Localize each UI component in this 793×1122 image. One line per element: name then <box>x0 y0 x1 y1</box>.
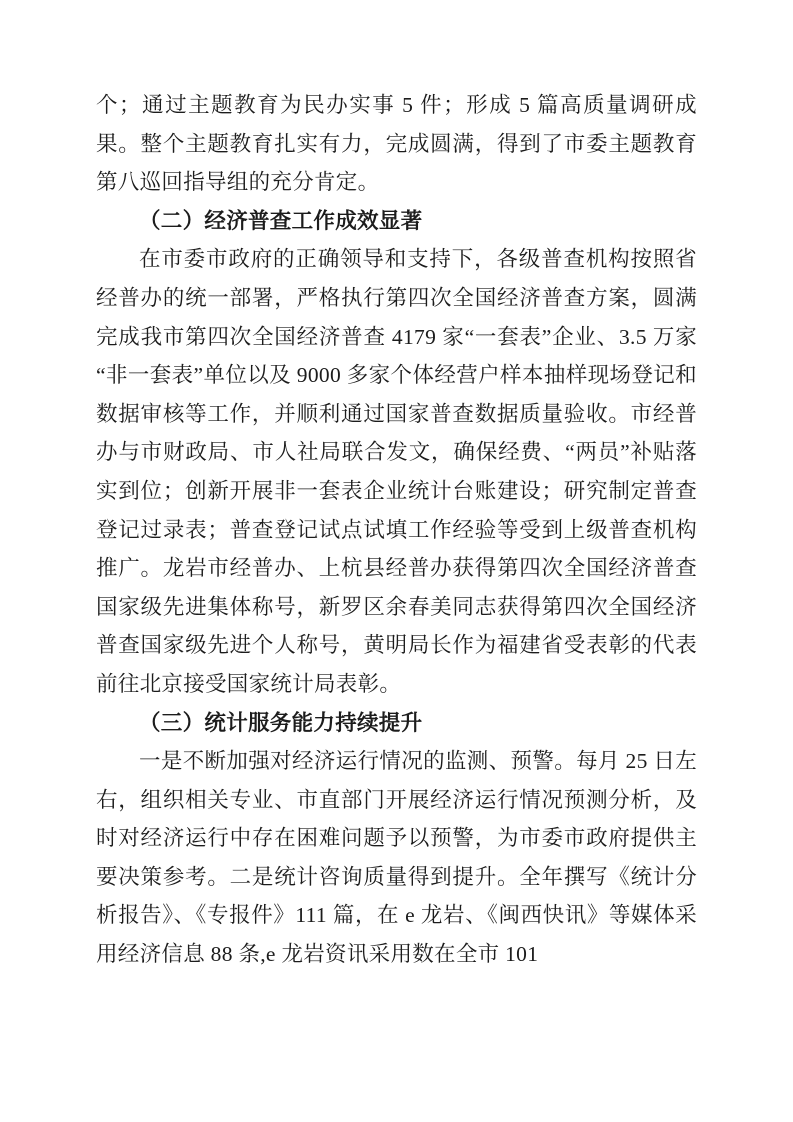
body-paragraph-economic-census: 在市委市政府的正确领导和支持下，各级普查机构按照省经普办的统一部署，严格执行第四次全国经济普查方案，圆满完成我市第四次全国经济普查 4179 家“一套表”企业、3.5 万家“非一套表”单位以及 9000 多家个体经营户样本抽样现场登记和数据审核等工作，并顺利通过国家普查数据质量验收。市经普办与市财政局、市人社局联合发文，确保经费、“两员”补贴落实到位；创新开展非一套表企业统计台账建设；研究制定普查登记过录表；普查登记试点试填工作经验等受到上级普查机构推广。龙岩市经普办、上杭县经普办获得第四次全国经济普查国家级先进集体称号，新罗区余春美同志获得第四次全国经济普查国家级先进个人称号，黄明局长作为福建省受表彰的代表前往北京接受国家统计局表彰。 <box>96 247 697 696</box>
body-paragraph-statistical-service: 一是不断加强对经济运行情况的监测、预警。每月 25 日左右，组织相关专业、市直部门开展经济运行情况预测分析，及时对经济运行中存在困难问题予以预警，为市委市政府提供主要决策参考。二是统计咨询质量得到提升。全年撰写《统计分析报告》、《专报件》111 篇，在 e 龙岩、《闽西快讯》等媒体采用经济信息 88 条,e 龙岩资讯采用数在全市 101 <box>96 749 697 967</box>
section-heading-3: （三）统计服务能力持续提升 <box>139 710 423 735</box>
section-heading-2: （二）经济普查工作成效显著 <box>139 208 423 233</box>
document-text-block <box>96 86 697 974</box>
paragraph-continuation: 个；通过主题教育为民办实事 5 件；形成 5 篇高质量调研成果。整个主题教育扎实有力，完成圆满，得到了市委主题教育第八巡回指导组的充分肯定。 <box>96 93 697 195</box>
